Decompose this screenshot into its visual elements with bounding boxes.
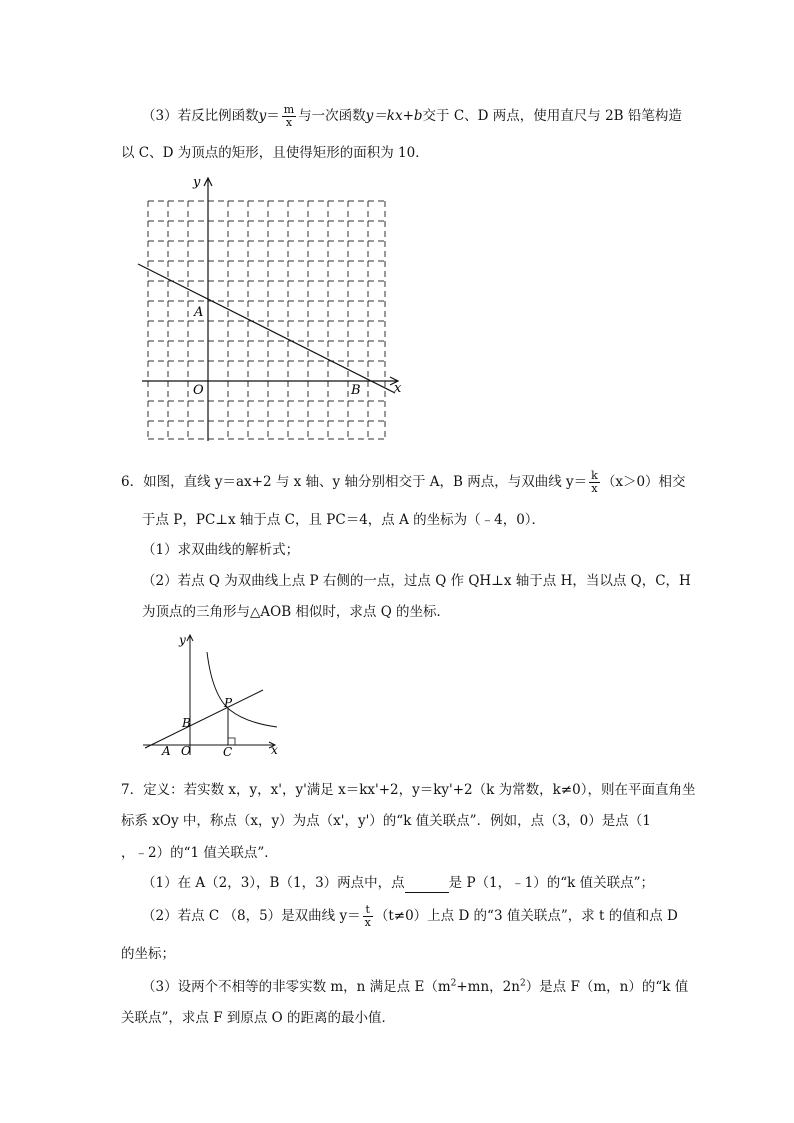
q6-y-label: y xyxy=(179,633,186,647)
q6-p-label: P xyxy=(224,696,233,710)
q5-part3-line1 xyxy=(142,104,682,129)
grid-x-label: x xyxy=(394,381,402,396)
grid-origin-label: O xyxy=(193,383,204,398)
q6-a-label: A xyxy=(162,744,171,758)
q5-eq: ＝ xyxy=(266,108,280,124)
q7-part3-post: ）是点 F（m，n）的“k 值 xyxy=(525,979,689,995)
grid-point-a-label: A xyxy=(194,305,204,320)
q7-line2: 标系 xOy 中，称点（x，y）为点（x'，y'）的“k 值关联点”．例如，点（3，0）是点（1 xyxy=(121,813,651,829)
q7-frac-num: t xyxy=(363,904,373,917)
q5-linear: y＝kx+b xyxy=(365,108,423,124)
q6-fraction xyxy=(589,470,600,495)
q6-part2-b: 为顶点的三角形与△AOB 相似时，求点 Q 的坐标． xyxy=(142,604,451,620)
q6-part1: （1）求双曲线的解析式； xyxy=(142,542,300,558)
q7-fraction xyxy=(363,904,373,929)
q5-part3-post: 与一次函数 xyxy=(298,108,366,124)
q7-part3-line2: 关联点”，求点 F 到原点 O 的距离的最小值． xyxy=(121,1010,396,1026)
q6-part2-a: （2）若点 Q 为双曲线上点 P 右侧的一点，过点 Q 作 QH⊥x 轴于点 H，当以点 Q，C，H xyxy=(142,573,691,589)
q6-frac-num: k xyxy=(591,469,598,482)
q5-yvar: y xyxy=(258,108,267,124)
q7-part2-line2: 的坐标； xyxy=(121,946,175,962)
q6-hyperbola xyxy=(207,652,277,727)
dashed-grid xyxy=(148,201,385,439)
q5-part3-tail: 交于 C、D 两点，使用直尺与 2B 铅笔构造 xyxy=(422,108,682,124)
q7-part1 xyxy=(142,873,654,893)
q6-o-label: O xyxy=(181,744,191,758)
grid-point-b-label: B xyxy=(351,383,361,398)
q7-part1-pre: （1）在 A（2，3），B（1，3）两点中，点 xyxy=(142,875,405,891)
q5-frac-den: x xyxy=(285,116,293,129)
grid-y-label: y xyxy=(193,175,201,190)
q7-line1: 7．定义：若实数 x，y，x'，y'满足 x＝kx'+2，y＝ky'+2（k 为常数，k≠0），则在平面直角坐 xyxy=(121,782,696,798)
q6-right-angle xyxy=(228,738,235,745)
q7-part2-post: （t≠0）上点 D 的“3 值关联点”，求 t 的值和点 D xyxy=(374,908,678,924)
q7-part2-pre: （2）若点 C （8，5）是双曲线 y＝ xyxy=(142,908,361,924)
q6-line1-pre: 6．如图，直线 y＝ax+2 与 x 轴、y 轴分别相交于 A，B 两点，与双曲线 y＝ xyxy=(121,474,588,490)
q5-frac-num: m xyxy=(283,103,295,116)
q7-sup1: 2 xyxy=(450,978,457,989)
q6-line1-post: （x＞0）相交 xyxy=(601,474,686,490)
q7-part1-post: 是 P（1，﹣1）的“k 值关联点”； xyxy=(448,875,654,891)
q7-frac-den: x xyxy=(364,916,371,929)
q7-part2 xyxy=(142,904,678,929)
q5-part3-pre: （3）若反比例函数 xyxy=(142,108,259,124)
grid-figure xyxy=(120,170,420,460)
q6-c-label: C xyxy=(223,745,233,759)
q7-sup2: 2 xyxy=(519,978,526,989)
q6-line2: 于点 P，PC⊥x 轴于点 C，且 PC＝4，点 A 的坐标为（﹣4，0）． xyxy=(142,512,546,528)
q7-line3: ，﹣2）的“1 值关联点”． xyxy=(121,845,278,861)
answer-blank[interactable] xyxy=(405,878,449,893)
q7-part3-mid: +mn，2n xyxy=(456,979,520,995)
q6-line1 xyxy=(121,470,686,495)
q6-b-label: B xyxy=(182,716,191,730)
q6-frac-den: x xyxy=(591,482,598,495)
q7-part3-pre: （3）设两个不相等的非零实数 m，n 满足点 E（m xyxy=(142,979,451,995)
q5-fraction xyxy=(282,104,296,129)
line-ab xyxy=(138,264,395,393)
q7-part3 xyxy=(142,977,688,997)
q5-part3-line2: 以 C、D 为顶点的矩形，且使得矩形的面积为 10． xyxy=(121,145,429,161)
q6-figure xyxy=(135,630,295,760)
q6-x-label: x xyxy=(271,743,278,757)
